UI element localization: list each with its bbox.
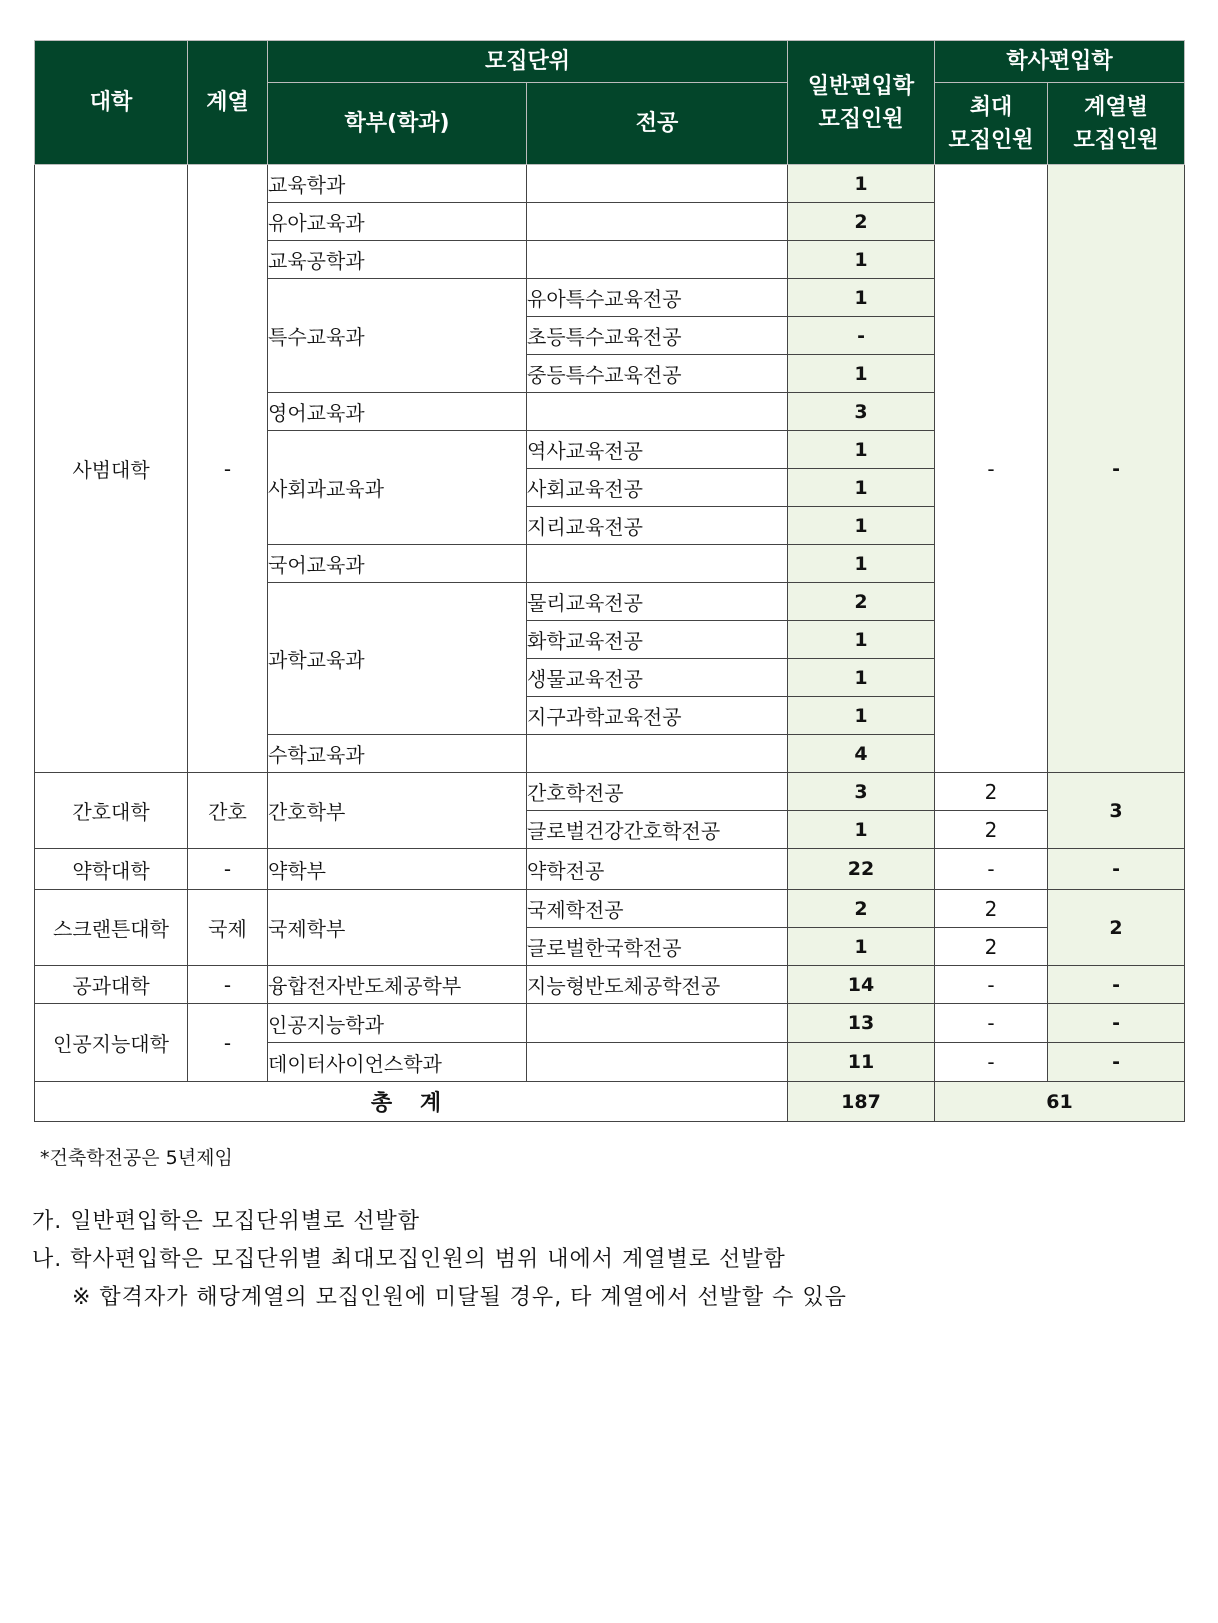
general-quota-cell: 1 [788, 279, 935, 317]
bachelor-field-cell: - [1048, 1004, 1185, 1043]
bachelor-max-cell: 2 [935, 890, 1048, 928]
general-quota-cell: 1 [788, 165, 935, 203]
header-field-quota-line1: 계열별 [1084, 94, 1148, 120]
general-quota-cell: 1 [788, 431, 935, 469]
general-quota-cell: 1 [788, 355, 935, 393]
dept-cell: 유아교육과 [268, 203, 527, 241]
general-quota-cell: 1 [788, 659, 935, 697]
major-cell [527, 165, 788, 203]
dept-cell: 융합전자반도체공학부 [268, 966, 527, 1004]
header-unit-group: 모집단위 [268, 41, 788, 83]
field-cell: - [188, 966, 268, 1004]
major-cell: 간호학전공 [527, 773, 788, 811]
dept-cell: 영어교육과 [268, 393, 527, 431]
table-row [35, 773, 1185, 811]
major-cell [527, 545, 788, 583]
header-bachelor-group: 학사편입학 [935, 41, 1185, 83]
major-cell: 화학교육전공 [527, 621, 788, 659]
general-quota-cell: 14 [788, 966, 935, 1004]
total-row [35, 1082, 1185, 1122]
general-quota-cell: 1 [788, 241, 935, 279]
college-cell: 스크랜튼대학 [35, 890, 188, 966]
field-cell: 간호 [188, 773, 268, 849]
note-general: 가. 일반편입학은 모집단위별로 선발함 [32, 1209, 421, 1234]
bachelor-field-cell: - [1048, 165, 1185, 773]
total-bachelor-cell: 61 [935, 1082, 1185, 1122]
header-college: 대학 [35, 41, 188, 165]
dept-cell: 교육공학과 [268, 241, 527, 279]
major-cell: 지리교육전공 [527, 507, 788, 545]
dept-cell: 국제학부 [268, 890, 527, 966]
dept-cell: 교육학과 [268, 165, 527, 203]
table-row [35, 165, 1185, 203]
general-quota-cell: 1 [788, 507, 935, 545]
header-field-quota-line2: 모집인원 [1073, 127, 1159, 153]
general-quota-cell: 3 [788, 393, 935, 431]
header-max-line1: 최대 [969, 94, 1013, 120]
table-row [35, 1004, 1185, 1043]
major-cell: 유아특수교육전공 [527, 279, 788, 317]
major-cell [527, 735, 788, 773]
college-cell: 사범대학 [35, 165, 188, 773]
dept-cell: 수학교육과 [268, 735, 527, 773]
major-cell [527, 393, 788, 431]
major-cell: 지능형반도체공학전공 [527, 966, 788, 1004]
general-quota-cell: 11 [788, 1043, 935, 1082]
dept-cell: 간호학부 [268, 773, 527, 849]
major-cell: 약학전공 [527, 849, 788, 890]
general-quota-cell: 4 [788, 735, 935, 773]
major-cell [527, 203, 788, 241]
dept-cell: 데이터사이언스학과 [268, 1043, 527, 1082]
header-department: 학부(학과) [268, 83, 527, 165]
table-row [35, 890, 1185, 928]
major-cell [527, 1043, 788, 1082]
recruitment-table [34, 40, 1185, 1122]
bachelor-max-cell: 2 [935, 773, 1048, 811]
footnote: *건축학전공은 5년제임 [40, 1147, 233, 1169]
dept-cell: 인공지능학과 [268, 1004, 527, 1043]
general-quota-cell: 1 [788, 621, 935, 659]
header-major: 전공 [527, 83, 788, 165]
bachelor-field-cell: - [1048, 966, 1185, 1004]
note-bachelor: 나. 학사편입학은 모집단위별 최대모집인원의 범위 내에서 계열별로 선발함 [32, 1247, 786, 1272]
header-general-line2: 모집인원 [818, 106, 904, 132]
bachelor-field-cell: - [1048, 1043, 1185, 1082]
major-cell [527, 241, 788, 279]
major-cell: 중등특수교육전공 [527, 355, 788, 393]
major-cell: 사회교육전공 [527, 469, 788, 507]
college-cell: 공과대학 [35, 966, 188, 1004]
field-cell: 국제 [188, 890, 268, 966]
major-cell: 생물교육전공 [527, 659, 788, 697]
header-max [935, 83, 1048, 165]
total-label: 총 계 [35, 1082, 788, 1122]
general-quota-cell: 13 [788, 1004, 935, 1043]
total-general-cell: 187 [788, 1082, 935, 1122]
major-cell: 지구과학교육전공 [527, 697, 788, 735]
bachelor-field-cell: - [1048, 849, 1185, 890]
general-quota-cell: 1 [788, 811, 935, 849]
table-row [35, 849, 1185, 890]
bachelor-max-cell: - [935, 966, 1048, 1004]
table-row [35, 966, 1185, 1004]
field-cell: - [188, 165, 268, 773]
major-cell: 초등특수교육전공 [527, 317, 788, 355]
header-field-quota [1048, 83, 1185, 165]
major-cell: 글로벌건강간호학전공 [527, 811, 788, 849]
general-quota-cell: 2 [788, 203, 935, 241]
general-quota-cell: 3 [788, 773, 935, 811]
college-cell: 인공지능대학 [35, 1004, 188, 1082]
header-max-line2: 모집인원 [948, 127, 1034, 153]
bachelor-max-cell: - [935, 165, 1048, 773]
bachelor-field-cell: 2 [1048, 890, 1185, 966]
dept-cell: 약학부 [268, 849, 527, 890]
general-quota-cell: 1 [788, 928, 935, 966]
field-cell: - [188, 1004, 268, 1082]
major-cell: 물리교육전공 [527, 583, 788, 621]
header-field: 계열 [188, 41, 268, 165]
bachelor-max-cell: 2 [935, 928, 1048, 966]
major-cell: 글로벌한국학전공 [527, 928, 788, 966]
bachelor-field-cell: 3 [1048, 773, 1185, 849]
bachelor-max-cell: 2 [935, 811, 1048, 849]
header-general-line1: 일반편입학 [807, 73, 915, 99]
bachelor-max-cell: - [935, 1043, 1048, 1082]
bachelor-max-cell: - [935, 849, 1048, 890]
dept-cell: 국어교육과 [268, 545, 527, 583]
dept-cell: 특수교육과 [268, 279, 527, 393]
bachelor-max-cell: - [935, 1004, 1048, 1043]
general-quota-cell: 2 [788, 583, 935, 621]
college-cell: 간호대학 [35, 773, 188, 849]
major-cell: 역사교육전공 [527, 431, 788, 469]
header-general [788, 41, 935, 165]
major-cell: 국제학전공 [527, 890, 788, 928]
dept-cell: 과학교육과 [268, 583, 527, 735]
general-quota-cell: 1 [788, 469, 935, 507]
general-quota-cell: 2 [788, 890, 935, 928]
major-cell [527, 1004, 788, 1043]
general-quota-cell: - [788, 317, 935, 355]
note-remark: ※ 합격자가 해당계열의 모집인원에 미달될 경우, 타 계열에서 선발할 수 있음 [72, 1285, 847, 1310]
college-cell: 약학대학 [35, 849, 188, 890]
dept-cell: 사회과교육과 [268, 431, 527, 545]
general-quota-cell: 1 [788, 545, 935, 583]
general-quota-cell: 22 [788, 849, 935, 890]
field-cell: - [188, 849, 268, 890]
notes [32, 1203, 847, 1317]
general-quota-cell: 1 [788, 697, 935, 735]
